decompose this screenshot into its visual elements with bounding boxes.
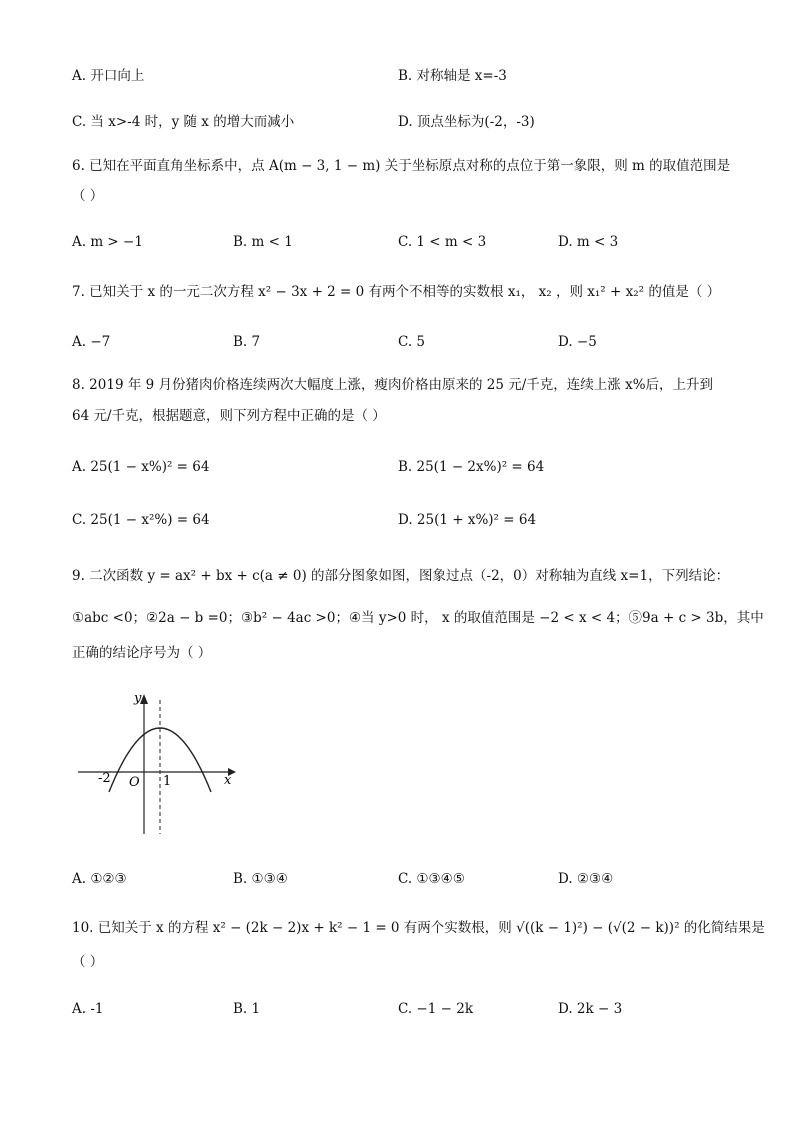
q6-option-d[interactable]: D. m < 3 (558, 234, 619, 250)
q9-option-a[interactable]: A. ①②③ (72, 871, 127, 887)
q5-option-d[interactable]: D. 顶点坐标为(-2，-3) (398, 114, 535, 130)
q8-option-a[interactable]: A. 25(1 − x%)² = 64 (72, 459, 210, 475)
q5-option-a[interactable]: A. 开口向上 (72, 68, 145, 84)
q9-option-b[interactable]: B. ①③④ (233, 871, 288, 887)
x-axis-label: x (224, 773, 232, 788)
origin-label: O (129, 775, 140, 790)
q10-option-c[interactable]: C. −1 − 2k (398, 1001, 473, 1017)
q9-stem-line3: 正确的结论序号为（ ） (72, 645, 212, 661)
q10-stem-line1: 10. 已知关于 x 的方程 x² − (2k − 2)x + k² − 1 = 0 有两个实数根，则 √((k − 1)²) − (√(2 − k))² 的化简结果是 (72, 920, 765, 936)
q10-option-a[interactable]: A. -1 (72, 1001, 104, 1017)
y-axis-label: y (134, 691, 142, 706)
q10-option-d[interactable]: D. 2k − 3 (558, 1001, 623, 1017)
q8-option-b[interactable]: B. 25(1 − 2x%)² = 64 (398, 459, 545, 475)
q8-stem-line2: 64 元/千克，根据题意，则下列方程中正确的是（ ） (72, 408, 386, 424)
q8-option-c[interactable]: C. 25(1 − x²%) = 64 (72, 512, 210, 528)
q9-option-d[interactable]: D. ②③④ (558, 871, 614, 887)
q7-option-a[interactable]: A. −7 (72, 334, 111, 350)
q5-option-c[interactable]: C. 当 x>-4 时，y 随 x 的增大而减小 (72, 114, 295, 130)
tick-label-1: 1 (163, 774, 172, 789)
q7-option-c[interactable]: C. 5 (398, 334, 426, 350)
q6-option-c[interactable]: C. 1 < m < 3 (398, 234, 487, 250)
q10-option-b[interactable]: B. 1 (233, 1001, 261, 1017)
q6-stem-line1: 6. 已知在平面直角坐标系中，点 A(m − 3, 1 − m) 关于坐标原点对称的点位于第一象限，则 m 的取值范围是 (72, 158, 731, 174)
q6-option-a[interactable]: A. m > −1 (72, 234, 143, 250)
q8-stem-line1: 8. 2019 年 9 月份猪肉价格连续两次大幅度上涨，瘦肉价格由原来的 25 元/千克，连续上涨 x%后，上升到 (72, 377, 714, 393)
q7-stem: 7. 已知关于 x 的一元二次方程 x² − 3x + 2 = 0 有两个不相等的实数根 x₁， x₂ ，则 x₁² + x₂² 的值是（ ） (72, 284, 721, 300)
tick-label-neg2: -2 (98, 771, 111, 786)
parabola-graph (78, 688, 238, 838)
q7-option-d[interactable]: D. −5 (558, 334, 597, 350)
q9-stem-line1: 9. 二次函数 y = ax² + bx + c(a ≠ 0) 的部分图象如图，图象过点（-2，0）对称轴为直线 x=1，下列结论： (72, 568, 730, 584)
q7-option-b[interactable]: B. 7 (233, 334, 261, 350)
q6-stem-line2: （ ） (72, 188, 104, 204)
q9-option-c[interactable]: C. ①③④⑤ (398, 871, 465, 887)
q9-stem-line2: ①abc <0；②2a − b =0；③b² − 4ac >0；④当 y>0 时， x 的取值范围是 −2 < x < 4；⑤9a + c > 3b，其中 (72, 610, 764, 626)
q6-option-b[interactable]: B. m < 1 (233, 234, 293, 250)
q8-option-d[interactable]: D. 25(1 + x%)² = 64 (398, 512, 537, 528)
q5-option-b[interactable]: B. 对称轴是 x=-3 (398, 68, 507, 84)
q10-stem-line2: （ ） (72, 954, 104, 970)
